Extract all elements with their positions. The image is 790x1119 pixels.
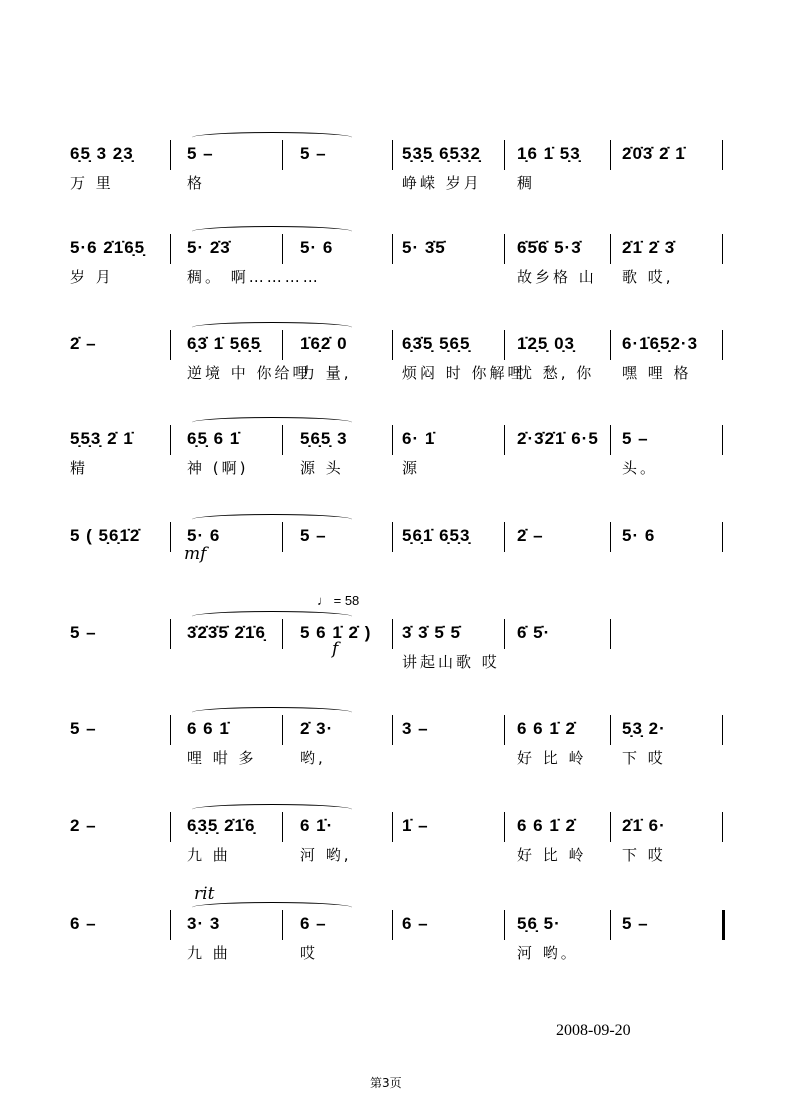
measure-notes: 2̇1̇ 6· [622,816,666,835]
measure-notes: 5· 6 [622,526,656,545]
lyric-text: 精 [70,459,89,477]
measure-notes: 3· 3 [187,914,221,933]
bar-line [610,425,611,455]
lyric-text: 歌 哎, [622,268,674,286]
bar-line [282,234,283,264]
lyric-text: 下 哎 [622,846,666,864]
bar-line [392,425,393,455]
lyric-text: 逆境 中 你给哩 [187,364,311,382]
measure-notes: 6̣3̇ 1̇ 5̣6̣5̣ [187,334,262,353]
measure-notes: 5· 3̇5̇ [402,238,446,257]
bar-line [170,140,171,170]
bar-line [722,522,723,552]
lyric-text: 哎 [300,944,319,962]
lyric-text: 力 量, [300,364,352,382]
measure-notes: 6·1̇6̣5̣2·3 [622,334,699,353]
measure-notes: 6 6 1̇ 2̇ [517,816,576,835]
dynamic-mark: f [332,639,339,659]
measure-notes: 2̇ – [70,334,97,353]
slur-mark [192,132,352,143]
measure-notes: 2̇ 3· [300,719,334,738]
measure-notes: 6̣3̣5̣ 2̇1̇6̣ [187,816,256,835]
bar-line [392,234,393,264]
measure-notes: 5 – [300,526,327,545]
measure-notes: 1̇ – [402,816,429,835]
measure-notes: 6 – [300,914,327,933]
slur-mark [192,611,352,622]
bar-line [504,715,505,745]
measure-notes: 6 6 1̇ [187,719,230,738]
bar-line [170,715,171,745]
lyric-text: 下 哎 [622,749,666,767]
measure-notes: 2̇0̇3̇ 2̇ 1̇ [622,144,686,163]
measure-notes: 5 – [187,144,214,163]
bar-line [610,619,611,649]
bar-line [504,619,505,649]
bar-line [392,140,393,170]
bar-line [504,140,505,170]
measure-notes: 5̣6̣1̇ 6̣5̣3̣ [402,526,471,545]
measure-notes: 5̣3̣ 2· [622,719,666,738]
bar-line [610,330,611,360]
lyric-text: 源 头 [300,459,344,477]
measure-notes: 6̇5̇6̇ 5·3̇ [517,238,582,257]
lyric-text: 九 曲 [187,944,231,962]
measure-notes: 6 6 1̇ 2̇ [517,719,576,738]
dynamic-mark: rit [194,884,215,904]
bar-line [504,910,505,940]
measure-notes: 5 – [70,623,97,642]
bar-line [722,715,723,745]
lyric-text: 哩 咁 多 [187,749,257,767]
bar-line [504,425,505,455]
lyric-text: 好 比 岭 [517,846,587,864]
measure-notes: 1̇2̣5̣ 0̣3̣ [517,334,575,353]
measure-notes: 6̇ 5̇· [517,623,551,642]
measure-notes: 1̇6̣2̇ 0 [300,334,348,353]
lyric-text: 讲起山歌 哎 [402,653,500,671]
slur-mark [192,226,352,237]
bar-line [282,619,283,649]
tempo-mark: ♩ = 58 [317,593,360,608]
measure-notes: 3̇ 3̇ 5̇ 5̇ [402,623,461,642]
lyric-text: 稠。 啊………… [187,268,321,286]
bar-line [170,522,171,552]
slur-mark [192,514,352,525]
lyric-text: 源 [402,459,421,477]
measure-notes: 6̣5̣ 3 2̣3̣ [70,144,134,163]
measure-notes: 6 1̇· [300,816,334,835]
measure-notes: 5 6 1̇ 2̇ ) [300,623,372,642]
bar-line [722,234,723,264]
bar-line [170,330,171,360]
bar-line [282,140,283,170]
bar-line [170,910,171,940]
measure-notes: 5̣6̣5̣ 3 [300,429,348,448]
measure-notes: 5 – [622,429,649,448]
measure-notes: 6̣3̇5̣ 5̣6̣5̣ [402,334,471,353]
dynamic-mark: mf [184,544,207,564]
measure-notes: 5̣6̣ 5· [517,914,561,933]
lyric-text: 九 曲 [187,846,231,864]
date-label: 2008-09-20 [556,1022,631,1039]
measure-notes: 5 ( 5̣6̣1̇2̇ [70,526,141,545]
lyric-text: 峥嵘 岁月 [402,174,482,192]
bar-line [392,522,393,552]
measure-notes: 3 – [402,719,429,738]
measure-notes: 2̇ – [517,526,544,545]
lyric-text: 岁 月 [70,268,114,286]
lyric-text: 神 (啊) [187,459,249,477]
bar-line [722,140,723,170]
measure-notes: 5 – [622,914,649,933]
bar-line [282,330,283,360]
bar-line [610,234,611,264]
measure-notes: 5· 2̇3̇ [187,238,231,257]
measure-notes: 6 – [402,914,429,933]
bar-line [282,910,283,940]
bar-line [722,812,723,842]
bar-line [170,425,171,455]
slur-mark [192,707,352,718]
bar-line [282,522,283,552]
bar-line [610,812,611,842]
measure-notes: 3̇2̇3̇5̇ 2̇1̇6̣ [187,623,266,642]
lyric-text: 忧 愁, 你 [517,364,595,382]
bar-line [722,330,723,360]
bar-line [392,619,393,649]
bar-line [170,619,171,649]
bar-line [504,522,505,552]
measure-notes: 5· 6 [187,526,221,545]
lyric-text: 哟, [300,749,326,767]
bar-line [282,812,283,842]
lyric-text: 河 哟, [300,846,352,864]
measure-notes: 5· 6 [300,238,334,257]
measure-notes: 5 – [300,144,327,163]
bar-line [392,812,393,842]
bar-line [170,234,171,264]
measure-notes: 2 – [70,816,97,835]
bar-line [392,910,393,940]
lyric-text: 头。 [622,459,659,477]
bar-line [504,234,505,264]
lyric-text: 嘿 哩 格 [622,364,692,382]
lyric-text: 好 比 岭 [517,749,587,767]
measure-notes: 5 – [70,719,97,738]
bar-line [722,910,725,940]
bar-line [392,715,393,745]
measure-notes: 5̣3̣5̣ 6̣5̣3̣2̣ [402,144,481,163]
lyric-text: 故乡格 山 [517,268,597,286]
bar-line [610,522,611,552]
bar-line [282,425,283,455]
measure-notes: 6 – [70,914,97,933]
measure-notes: 2̇·3̇2̇1̇ 6·5 [517,429,599,448]
measure-notes: 6̣5̣ 6 1̇ [187,429,241,448]
lyric-text: 万 里 [70,174,114,192]
bar-line [722,425,723,455]
measure-notes: 5̣5̣3̣ 2̇ 1̇ [70,429,134,448]
slur-mark [192,322,352,333]
bar-line [504,330,505,360]
measure-notes: 1̣6 1̇ 5̣3̣ [517,144,581,163]
slur-mark [192,902,352,913]
bar-line [610,715,611,745]
bar-line [392,330,393,360]
lyric-text: 河 哟。 [517,944,579,962]
bar-line [610,140,611,170]
bar-line [170,812,171,842]
page-number: 第3页 [370,1076,402,1090]
measure-notes: 5·6 2̇1̇6̣5̣ [70,238,146,257]
bar-line [282,715,283,745]
measure-notes: 6· 1̇ [402,429,436,448]
measure-notes: 2̇1̇ 2̇ 3̇ [622,238,676,257]
slur-mark [192,804,352,815]
slur-mark [192,417,352,428]
bar-line [610,910,611,940]
bar-line [504,812,505,842]
lyric-text: 格 [187,174,206,192]
lyric-text: 稠 [517,174,536,192]
lyric-text: 烦闷 时 你解哩 [402,364,526,382]
